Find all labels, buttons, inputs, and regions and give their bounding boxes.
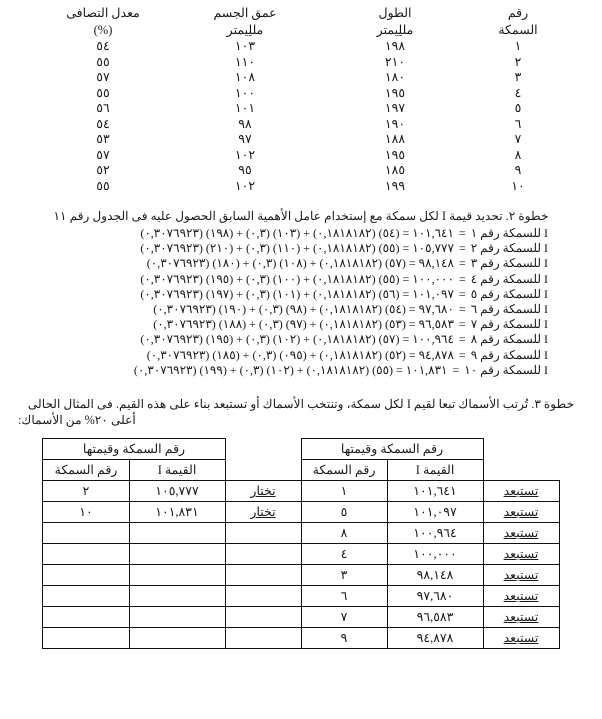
equation-equals-sign: =: [458, 241, 466, 256]
equation-line: [36, 302, 566, 317]
selected-action-cell: [225, 565, 301, 586]
cell-length: ١٩٨: [384, 39, 406, 53]
cell-yield: ٥٧: [96, 70, 110, 84]
rejected-fish-no-cell: ٤: [301, 544, 387, 565]
equation-expression: (٠,٣٠٧٦٩٢٣) (١٨٠) + (٠,٣) (١٠٨) + (٠,١٨١٨١٨٢) (٥٧) = ٩٨,١٤٨: [146, 256, 454, 271]
cell-depth: ١٠٠: [234, 85, 256, 100]
measurements-header-line2: [36, 23, 566, 40]
cell-yield: ٥٣: [96, 132, 110, 146]
rejected-action-cell: تستبعد: [483, 523, 559, 544]
cell-yield: ٥٤: [96, 39, 110, 53]
equation-expression: (٠,٣٠٧٦٩٢٣) (١٩٥) + (٠,٣) (١٠٠) + (٠,١٨١٨١٨٢) (٥٥) = ١٠٠,٠٠٠: [140, 271, 454, 286]
rejected-fish-no-cell: ٨: [301, 523, 387, 544]
equation-equals-sign: =: [458, 286, 466, 301]
equation-expression: (٠,٣٠٧٦٩٢٣) (١٩٧) + (٠,٣) (١٠١) + (٠,١٨١٨١٨٢) (٥٦) = ١٠١,٠٩٧: [140, 286, 454, 301]
cell-depth: ٩٥: [238, 163, 252, 177]
equation-equals-sign: =: [458, 302, 466, 317]
rejected-value-cell: ١٠١,٠٩٧: [387, 502, 483, 523]
equation-expression: (٠,٣٠٧٦٩٢٣) (١٩٥) + (٠,٣) (١٠٢) + (٠,١٨١٨١٨٢) (٥٧) = ١٠٠,٩٦٤: [140, 332, 454, 347]
rejected-fish-no-cell: ١: [301, 481, 387, 502]
measurements-table-head: [36, 6, 566, 39]
table-row: [36, 163, 566, 179]
table-row: [43, 628, 559, 649]
table-row: [36, 55, 566, 71]
rejected-action-cell: تستبعد: [483, 628, 559, 649]
selected-value-cell: [129, 586, 225, 607]
selected-group-header: رقم السمكة وقيمتها: [43, 439, 225, 460]
step2-equation-list: [36, 226, 566, 378]
selected-action-cell: [225, 544, 301, 565]
equation-expression: (٠,٣٠٧٦٩٢٣) (١٩٩) + (٠,٣) (١٠٢) + (٠,١٨١٨١٨٢) (٥٥) = ١٠١,٨٣١: [133, 362, 448, 377]
equation-label: I للسمكة رقم ٢: [470, 241, 548, 256]
cell-yield: ٥٦: [96, 101, 110, 115]
selected-fish-no-cell: [43, 607, 129, 628]
equation-label: I للسمكة رقم ٧: [470, 317, 548, 332]
rejected-fish-no-cell: ٦: [301, 586, 387, 607]
selected-fish-no-cell: [43, 523, 129, 544]
cell-length: ١٨٥: [384, 163, 406, 177]
selected-fish-no-cell: [43, 628, 129, 649]
cell-fish-no: ٢: [514, 54, 522, 69]
table-row: [43, 607, 559, 628]
equation-equals-sign: =: [458, 332, 466, 347]
table-row: [36, 179, 566, 195]
equation-label: I للسمكة رقم ٦: [470, 302, 548, 317]
equation-line: [36, 332, 566, 347]
cell-fish-no: ٩: [514, 163, 522, 177]
equation-expression: (٠,٣٠٧٦٩٢٣) (٢١٠) + (٠,٣) (١١٠) + (٠,١٨١٨١٨٢) (٥٥) = ١٠٥,٧٧٧: [140, 241, 454, 256]
cell-length: ١٩٩: [384, 178, 406, 193]
header-fish-no-line1: رقم: [507, 6, 529, 20]
cell-fish-no: ٣: [514, 70, 522, 84]
selected-action-cell: [225, 586, 301, 607]
selected-action-cell: تختار: [225, 481, 301, 502]
table-row: [43, 544, 559, 565]
equation-expression: (٠,٣٠٧٦٩٢٣) (١٨٨) + (٠,٣) (٩٧) + (٠,١٨١٨١٨٢) (٥٣) = ٩٦,٥٨٣: [153, 317, 454, 332]
selected-fish-no-cell: [43, 565, 129, 586]
cell-length: ١٨٠: [384, 70, 406, 84]
cell-fish-no: ١: [514, 39, 522, 53]
rejected-value-cell: ٩٧,٦٨٠: [387, 586, 483, 607]
cell-length: ١٩٧: [384, 101, 406, 115]
rejected-value-cell: ٩٤,٨٧٨: [387, 628, 483, 649]
selected-value-subheader: القيمة I: [129, 460, 225, 481]
rejected-action-cell: تستبعد: [483, 565, 559, 586]
cell-yield: ٥٧: [96, 147, 110, 162]
measurements-header-line1: [36, 6, 566, 23]
step2-section: [0, 208, 602, 378]
rejected-value-cell: ١٠٠,٩٦٤: [387, 523, 483, 544]
rejected-fish-no-cell: ٩: [301, 628, 387, 649]
equation-label: I للسمكة رقم ٤: [470, 271, 548, 286]
equation-line: [36, 226, 566, 241]
table-row: [43, 502, 559, 523]
cell-depth: ٩٧: [238, 132, 252, 146]
header-length-line1: الطول: [378, 6, 412, 20]
rejected-action-cell: تستبعد: [483, 502, 559, 523]
rejected-action-cell: تستبعد: [483, 544, 559, 565]
cell-fish-no: ٨: [514, 147, 522, 162]
selected-action-cell: [225, 523, 301, 544]
cell-length: ١٩٥: [384, 147, 406, 162]
fish-measurements-table: [36, 6, 566, 194]
selected-value-cell: ١٠٥,٧٧٧: [129, 481, 225, 502]
equation-expression: (٠,٣٠٧٦٩٢٣) (١٨٥) + (٠,٣) (٠٩٥) + (٠,١٨١٨١٨٢) (٥٢) = ٩٤,٨٧٨: [146, 347, 454, 362]
selected-action-subheader-spacer: [225, 460, 301, 481]
equation-line: [36, 287, 566, 302]
selected-action-header-spacer: [225, 439, 301, 460]
selected-fish-no-cell: [43, 586, 129, 607]
table-row: [36, 148, 566, 164]
cell-length: ٢١٠: [384, 54, 406, 69]
measurements-table-body: [36, 39, 566, 194]
rejected-value-cell: ٩٦,٥٨٣: [387, 607, 483, 628]
equation-line: [36, 317, 566, 332]
selected-value-cell: [129, 523, 225, 544]
table-row: [43, 565, 559, 586]
selected-value-cell: [129, 544, 225, 565]
selected-value-cell: [129, 565, 225, 586]
equation-label: I للسمكة رقم ١٠: [464, 362, 548, 377]
header-yield-line2: (%): [93, 22, 113, 37]
equation-equals-sign: =: [458, 317, 466, 332]
header-depth-line1: عمق الجسم: [213, 6, 277, 20]
equation-line: [36, 272, 566, 287]
rejected-action-header-spacer: [483, 439, 559, 460]
selected-fish-no-cell: [43, 544, 129, 565]
equation-expression: (٠,٣٠٧٦٩٢٣) (١٩٨) + (٠,٣) (١٠٣) + (٠,١٨١٨١٨٢) (٥٤) = ١٠١,٦٤١: [140, 226, 454, 240]
table-row: [43, 481, 559, 502]
equation-equals-sign: =: [458, 271, 466, 286]
table-row: [43, 523, 559, 544]
rejected-value-cell: ١٠٠,٠٠٠: [387, 544, 483, 565]
cell-yield: ٥٥: [96, 178, 110, 193]
equation-line: [36, 363, 566, 378]
equation-equals-sign: =: [452, 362, 460, 377]
equation-equals-sign: =: [458, 256, 466, 271]
rejected-action-cell: تستبعد: [483, 586, 559, 607]
cell-depth: ١٠٢: [234, 147, 256, 162]
header-yield-line1: معدل التصافى: [66, 6, 140, 20]
cell-depth: ١٠٣: [234, 39, 256, 53]
header-depth-line2: مللِيمتر: [226, 22, 264, 37]
rejected-fish-no-cell: ٧: [301, 607, 387, 628]
selected-fish-no-cell: ١٠: [43, 502, 129, 523]
cell-fish-no: ١٠: [511, 178, 525, 193]
cell-fish-no: ٧: [514, 132, 522, 146]
selected-action-cell: [225, 628, 301, 649]
cell-depth: ١٠٨: [234, 70, 256, 84]
cell-depth: ١١٠: [234, 54, 256, 69]
document-page: [0, 6, 602, 719]
cell-yield: ٥٤: [96, 116, 110, 131]
cell-length: ١٩٥: [384, 85, 406, 100]
selected-value-cell: [129, 607, 225, 628]
equation-label: I للسمكة رقم ٣: [470, 256, 548, 271]
cell-yield: ٥٢: [96, 163, 110, 177]
cell-fish-no: ٤: [514, 85, 522, 100]
rejected-action-subheader-spacer: [483, 460, 559, 481]
equation-label: I للسمكة رقم ١: [470, 226, 548, 240]
header-length-line2: مللِيمتر: [376, 22, 414, 37]
equation-line: [36, 241, 566, 256]
table-row: [36, 117, 566, 133]
table-row: [36, 132, 566, 148]
cell-depth: ٩٨: [238, 116, 252, 131]
rejected-value-cell: ٩٨,١٤٨: [387, 565, 483, 586]
step2-heading: خطوة ٢. تحديد قيمة I لكل سمكة مع إستخدام عامل الأهمية السابق الحصول عليه فى الجدول رقم ١١: [53, 209, 549, 223]
table-row: [43, 586, 559, 607]
cell-depth: ١٠١: [234, 101, 256, 115]
table-row: [36, 39, 566, 55]
cell-length: ١٩٠: [384, 116, 406, 131]
cell-yield: ٥٥: [96, 54, 110, 69]
rejected-fish-no-cell: ٥: [301, 502, 387, 523]
equation-label: I للسمكة رقم ٩: [470, 347, 548, 362]
rejected-value-subheader: القيمة I: [387, 460, 483, 481]
selected-action-cell: [225, 607, 301, 628]
equation-expression: (٠,٣٠٧٦٩٢٣) (١٩٠) + (٠,٣) (٩٨) + (٠,١٨١٨١٨٢) (٥٤) = ٩٧,٦٨٠: [153, 302, 454, 317]
fish-ranking-table: [42, 438, 559, 649]
cell-fish-no: ٦: [514, 116, 522, 131]
table-row: [36, 101, 566, 117]
rejected-group-header: رقم السمكة وقيمتها: [301, 439, 483, 460]
header-fish-no-line2: السمكة: [498, 22, 538, 37]
rejected-action-cell: تستبعد: [483, 607, 559, 628]
equation-line: [36, 348, 566, 363]
equation-equals-sign: =: [458, 347, 466, 362]
equation-label: I للسمكة رقم ٨: [470, 332, 548, 347]
cell-yield: ٥٥: [96, 85, 110, 100]
selected-fish-no-subheader: رقم السمكة: [43, 460, 129, 481]
ranking-table-head: [43, 439, 559, 481]
equation-equals-sign: =: [458, 226, 466, 240]
equation-line: [36, 256, 566, 271]
selected-value-cell: [129, 628, 225, 649]
step3-heading-line2: أعلى ٢٠% من الأسماك:: [18, 413, 136, 428]
selected-value-cell: ١٠١,٨٣١: [129, 502, 225, 523]
ranking-table-body: [43, 481, 559, 649]
rejected-value-cell: ١٠١,٦٤١: [387, 481, 483, 502]
ranking-sub-header-row: [43, 460, 559, 481]
equation-label: I للسمكة رقم ٥: [470, 286, 548, 301]
step3-section: [0, 396, 602, 428]
ranking-group-header-row: [43, 439, 559, 460]
rejected-fish-no-cell: ٣: [301, 565, 387, 586]
selected-fish-no-cell: ٢: [43, 481, 129, 502]
rejected-action-cell: تستبعد: [483, 481, 559, 502]
selected-action-cell: تختار: [225, 502, 301, 523]
table-row: [36, 86, 566, 102]
cell-depth: ١٠٢: [234, 178, 256, 193]
cell-fish-no: ٥: [514, 101, 522, 115]
rejected-fish-no-subheader: رقم السمكة: [301, 460, 387, 481]
step3-heading-line1: خطوة ٣. تُرتب الأسماك تبعا لقيم I لكل سمكة، وتنتخب الأسماك أو تستبعد بناء على هذه القيم. فى المثال الحالى: [27, 397, 575, 412]
table-row: [36, 70, 566, 86]
cell-length: ١٨٨: [384, 132, 406, 146]
